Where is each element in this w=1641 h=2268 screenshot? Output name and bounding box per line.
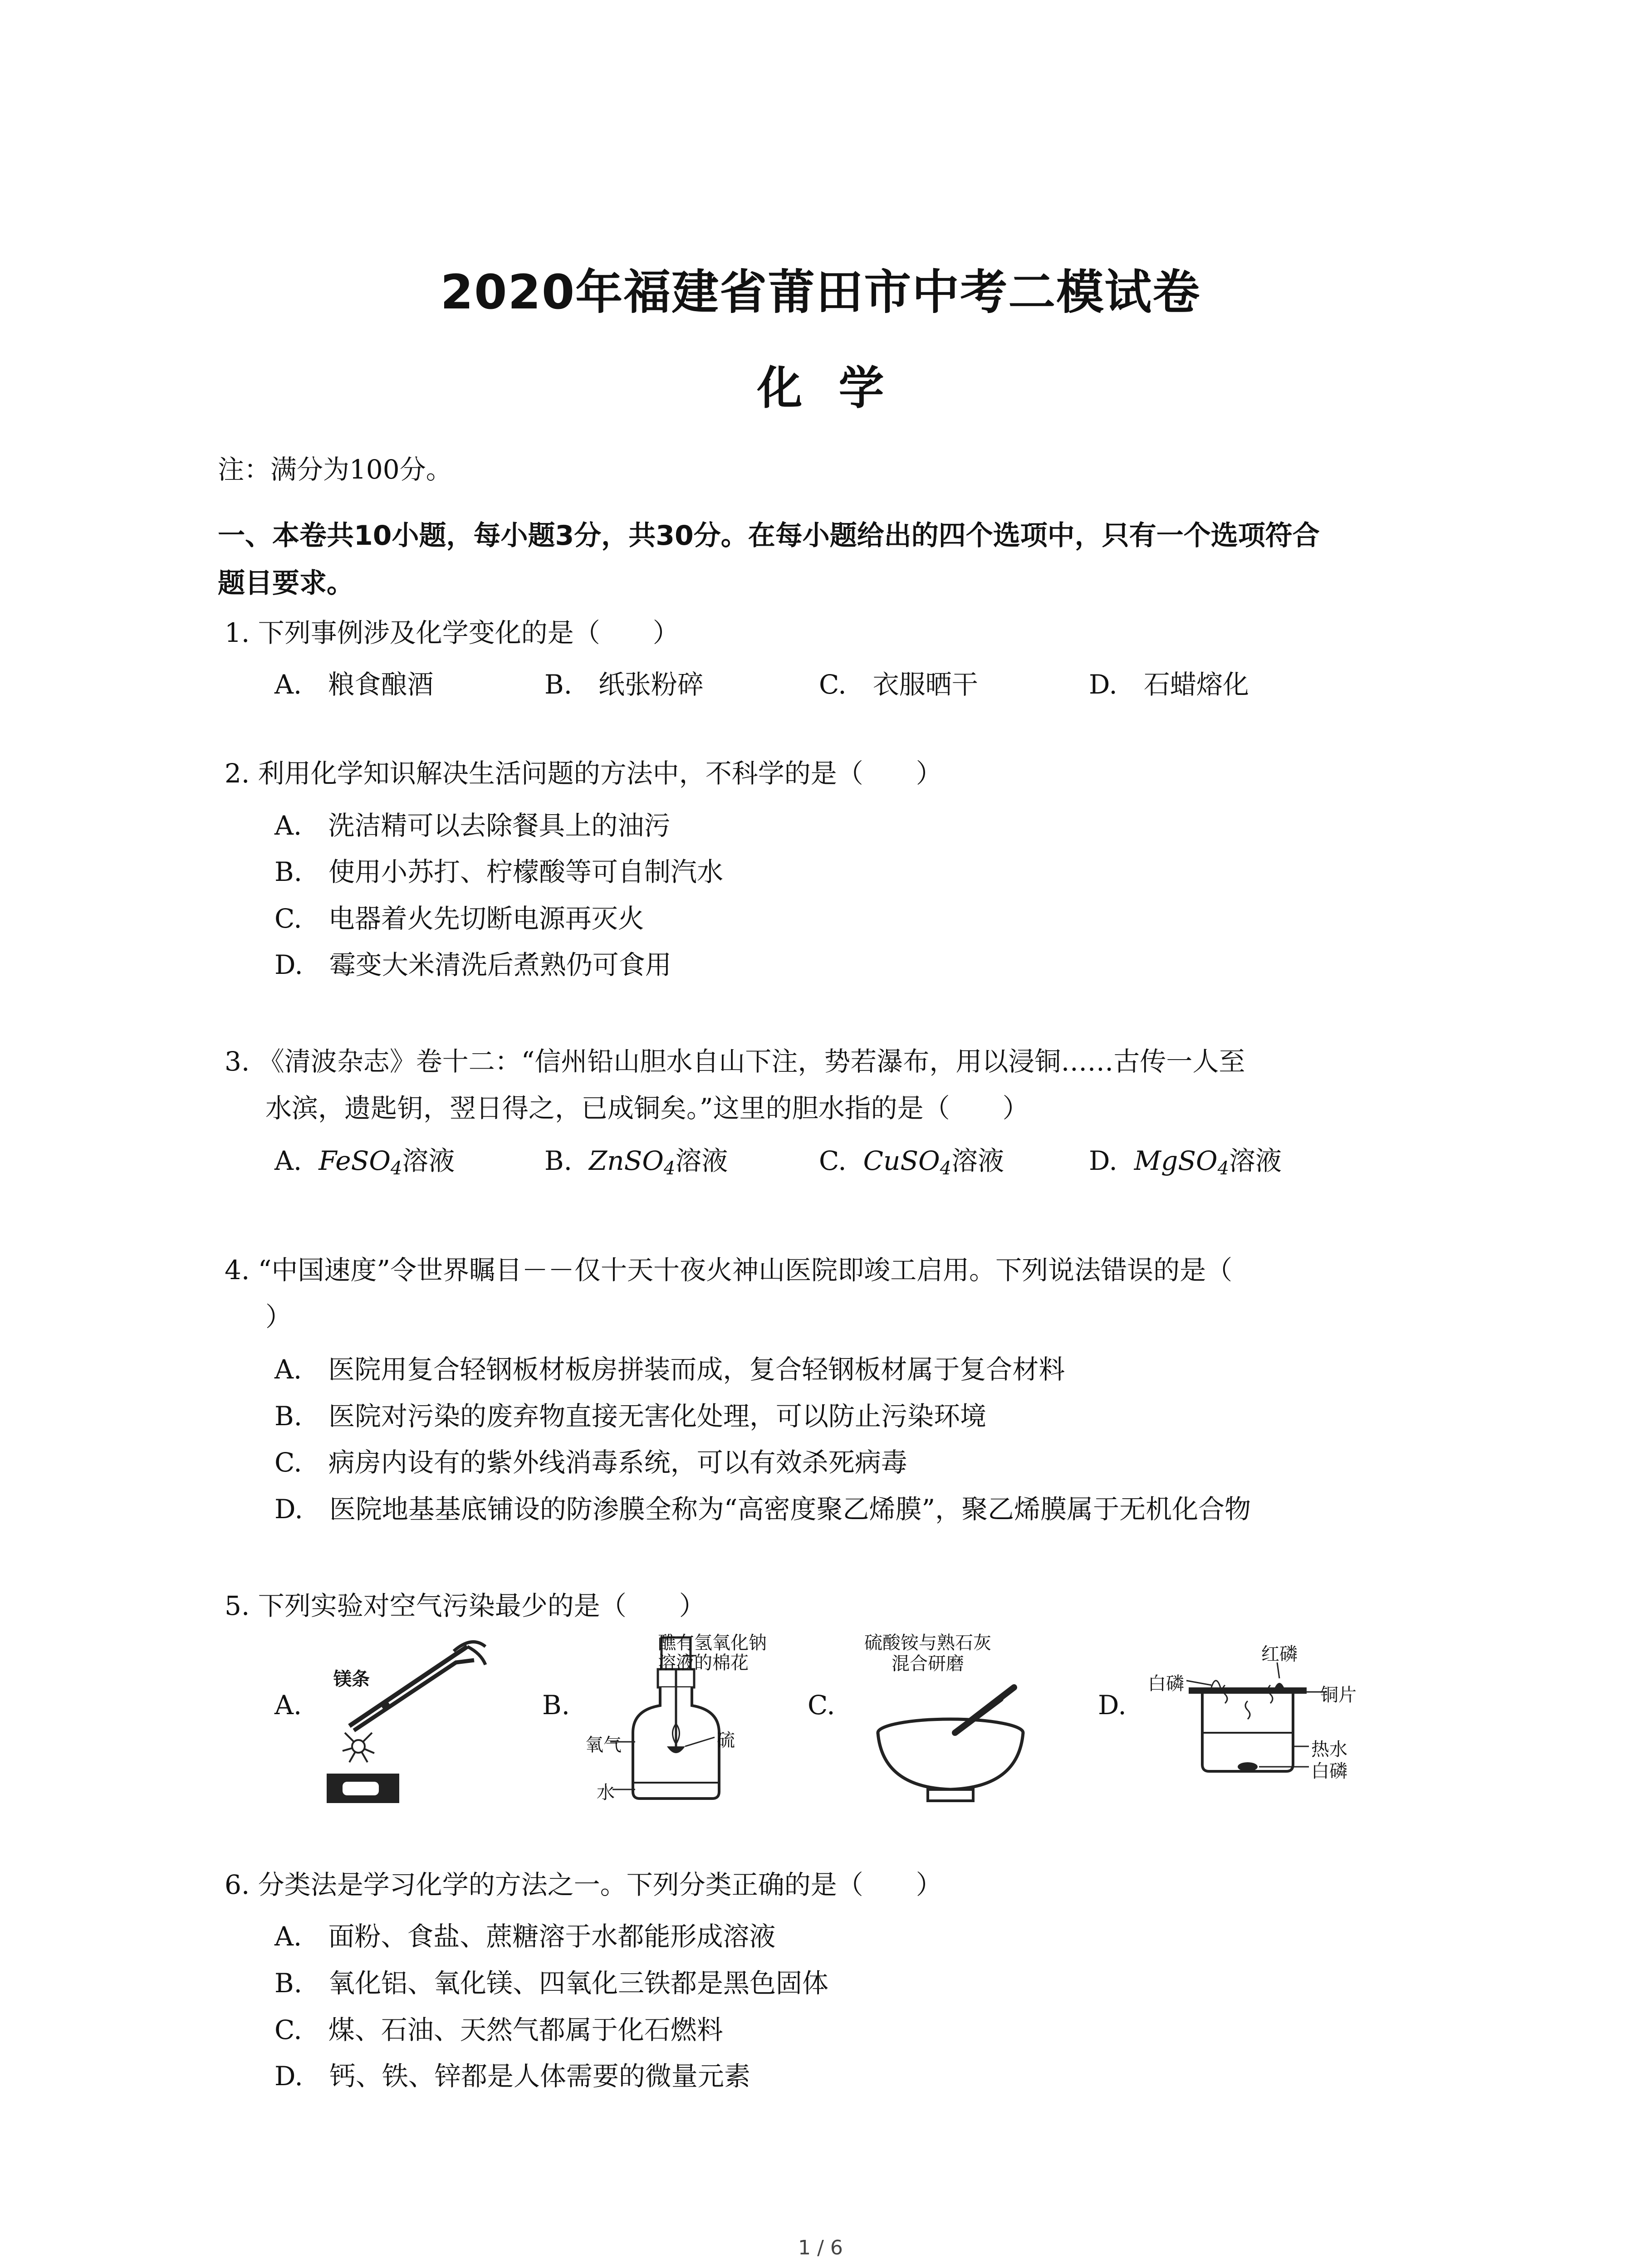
q5-figure-b-label-cotton-2: 溶液的棉花 — [658, 1652, 749, 1673]
q5-option-c-letter: C. — [808, 1690, 835, 1721]
q5-figure-d-label-white-phosphorus-bottom: 白磷 — [1311, 1761, 1347, 1782]
q4-option-d: D. 医院地基基底铺设的防渗膜全称为“高密度聚乙烯膜”，聚乙烯膜属于无机化合物 — [274, 1494, 1251, 1525]
exam-title: 2020年福建省莆田市中考二模试卷 — [440, 264, 1201, 320]
q3-option-b-suffix: 溶液 — [675, 1145, 728, 1176]
q3-option-c-formula: CuSO — [863, 1145, 940, 1176]
q2-option-c: C. 电器着火先切断电源再灭火 — [274, 903, 644, 934]
q5-option-b-letter: B. — [542, 1690, 570, 1721]
q4-option-b: B. 医院对污染的废弃物直接无害化处理，可以防止污染环境 — [274, 1401, 987, 1432]
q3-option-a-suffix: 溶液 — [402, 1145, 455, 1176]
q6-option-d: D. 钙、铁、锌都是人体需要的微量元素 — [274, 2061, 750, 2092]
q5-figure-c-mortar-grinding — [864, 1628, 1046, 1810]
q6-option-a: A. 面粉、食盐、蔗糖溶于水都能形成溶液 — [274, 1921, 776, 1952]
q5-figure-d-phosphorus-combustion — [1148, 1628, 1361, 1787]
q2-stem: 2. 利用化学知识解决生活问题的方法中，不科学的是（ ） — [225, 758, 942, 789]
q3-option-d-subscript: 4 — [1217, 1158, 1230, 1179]
q3-option-b — [544, 1139, 728, 1179]
q5-option-a-letter: A. — [274, 1690, 302, 1721]
page-number: 1 / 6 — [798, 2236, 843, 2259]
q1-option-d: D. 石蜡熔化 — [1089, 669, 1249, 700]
q6-stem: 6. 分类法是学习化学的方法之一。下列分类正确的是（ ） — [225, 1869, 942, 1900]
q3-option-c-subscript: 4 — [940, 1158, 952, 1179]
q5-figure-b-label-cotton-1: 醮有氢氧化钠 — [658, 1633, 767, 1653]
q3-option-b-letter: B. — [544, 1145, 573, 1176]
q3-option-d-formula: MgSO — [1134, 1145, 1218, 1176]
q5-stem: 5. 下列实验对空气污染最少的是（ ） — [225, 1590, 705, 1621]
q3-option-a-subscript: 4 — [390, 1158, 402, 1179]
q5-figure-d-label-white-phosphorus-top: 白磷 — [1148, 1673, 1184, 1694]
q3-option-c-suffix: 溶液 — [951, 1145, 1004, 1176]
q4-option-c: C. 病房内设有的紫外线消毒系统，可以有效杀死病毒 — [274, 1447, 907, 1478]
q2-option-d: D. 霉变大米清洗后煮熟仍可食用 — [274, 949, 671, 980]
q4-stem-line2: ） — [265, 1301, 292, 1332]
q3-option-a — [274, 1139, 455, 1179]
q1-option-a: A. 粮食酿酒 — [274, 669, 434, 700]
q2-option-a: A. 洗洁精可以去除餐具上的油污 — [274, 810, 671, 841]
q3-option-d-letter: D. — [1089, 1145, 1117, 1176]
q4-option-a: A. 医院用复合轻钢板材板房拼装而成，复合轻钢板材属于复合材料 — [274, 1354, 1065, 1385]
q3-stem-line1: 3. 《清波杂志》卷十二：“信州铅山胆水自山下注，势若瀑布，用以浸铜……古传一人至 — [225, 1046, 1245, 1077]
q5-figure-d-label-hot-water: 热水 — [1311, 1739, 1347, 1760]
q6-option-c: C. 煤、石油、天然气都属于化石燃料 — [274, 2014, 723, 2045]
q5-figure-a-label-magnesium: 镁条 — [333, 1669, 370, 1690]
q3-option-c — [819, 1139, 1004, 1179]
q1-stem: 1. 下列事例涉及化学变化的是（ ） — [225, 617, 679, 648]
q5-figure-b-label-oxygen: 氧气 — [585, 1735, 622, 1755]
q4-stem-line1: 4. “中国速度”令世界瞩目－－仅十天十夜火神山医院即竣工启用。下列说法错误的是（ — [225, 1255, 1233, 1286]
q2-option-b: B. 使用小苏打、柠檬酸等可自制汽水 — [274, 856, 724, 887]
q5-figure-a-magnesium-burning — [318, 1628, 531, 1805]
q5-figure-d-label-copper-plate: 铜片 — [1320, 1685, 1357, 1706]
q5-figure-c-label-2: 混合研磨 — [892, 1653, 964, 1674]
q3-option-b-formula: ZnSO — [588, 1145, 664, 1176]
q6-option-b: B. 氧化铝、氧化镁、四氧化三铁都是黑色固体 — [274, 1968, 829, 1999]
q3-option-b-subscript: 4 — [663, 1158, 676, 1179]
q1-option-c: C. 衣服晒干 — [819, 669, 978, 700]
q5-figure-d-label-red-phosphorus: 红磷 — [1261, 1644, 1298, 1665]
q5-figure-c-label-1: 硫酸铵与熟石灰 — [864, 1633, 991, 1653]
q1-option-b: B. 纸张粉碎 — [544, 669, 704, 700]
q3-stem-line2: 水滨，遗匙钥，翌日得之，已成铜矣。”这里的胆水指的是（ ） — [265, 1093, 1029, 1124]
q3-option-d-suffix: 溶液 — [1229, 1145, 1282, 1176]
q3-option-a-formula: FeSO — [318, 1145, 391, 1176]
q3-option-c-letter: C. — [819, 1145, 847, 1176]
q5-figure-b-label-water: 水 — [597, 1782, 615, 1803]
q5-option-d-letter: D. — [1098, 1690, 1127, 1721]
section-heading-line1: 一、本卷共10小题，每小题3分，共30分。在每小题给出的四个选项中，只有一个选项符合 — [218, 520, 1320, 552]
q3-option-d — [1089, 1139, 1282, 1179]
q5-figure-b-label-sulfur: 硫 — [717, 1730, 735, 1751]
subject-title: 化学 — [757, 362, 921, 415]
q5-figure-b-sulfur-in-oxygen — [585, 1628, 821, 1810]
score-note: 注：满分为100分。 — [218, 454, 452, 485]
section-heading-line2: 题目要求。 — [218, 567, 354, 599]
q3-option-a-letter: A. — [274, 1145, 302, 1176]
